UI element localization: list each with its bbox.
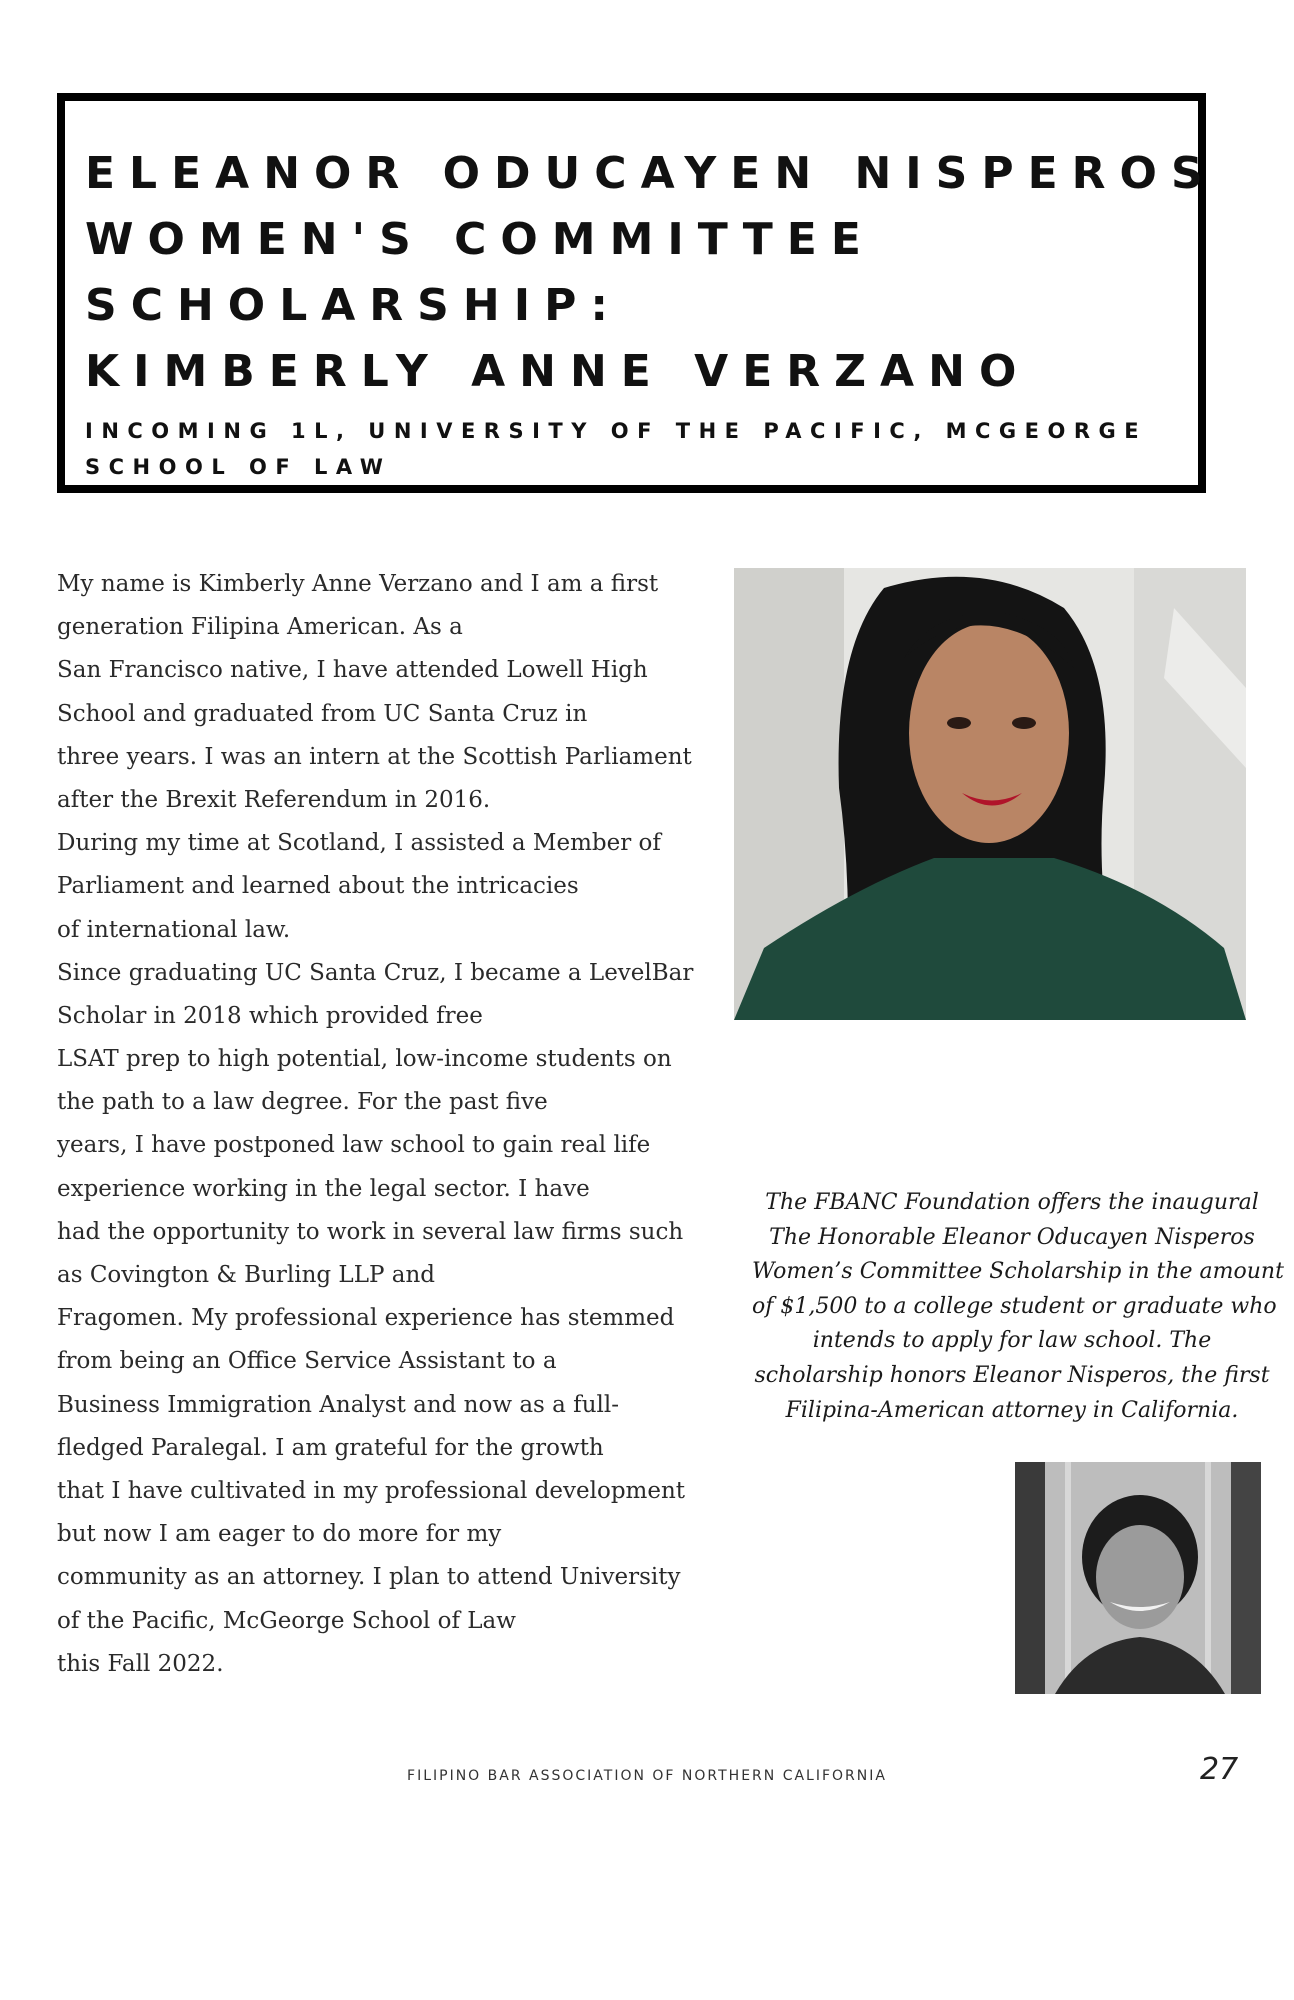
biography-line: Scholar in 2018 which provided free [57,1002,483,1029]
biography-line: generation Filipina American. As a [57,614,463,641]
biography-line: as Covington & Burling LLP and [57,1262,436,1288]
caption-line: of $1,500 to a college student or graduate who [752,1293,1277,1319]
biography-line: after the Brexit Referendum in 2016. [57,786,491,813]
biography-line: Business Immigration Analyst and now as a full- [57,1391,619,1418]
subtitle-line: SCHOOL OF LAW [85,455,392,479]
biography-line: Parliament and learned about the intricacies [57,873,579,900]
biography-line: three years. I was an intern at the Scottish Parliament [57,743,692,770]
page-number: 27 [1200,1752,1239,1787]
title-line: SCHOLARSHIP: [85,280,622,331]
biography-line: Since graduating UC Santa Cruz, I became a LevelBar [57,959,694,986]
biography-line: had the opportunity to work in several law firms such [57,1218,684,1245]
biography-line: that I have cultivated in my professional development [57,1477,686,1504]
biography-line: experience working in the legal sector. I have [57,1175,590,1202]
biography-line: San Francisco native, I have attended Lowell High [57,657,648,684]
title-line: KIMBERLY ANNE VERZANO [85,346,1031,397]
biography-line: years, I have postponed law school to gain real life [57,1132,651,1159]
photo-eleanor-nisperos [1015,1462,1261,1694]
footer-organization: FILIPINO BAR ASSOCIATION OF NORTHERN CALIFORNIA [407,1768,887,1784]
biography-line: Fragomen. My professional experience has stemmed [57,1305,675,1332]
biography-line: of international law. [57,916,291,943]
biography-line: My name is Kimberly Anne Verzano and I am a first [57,571,659,597]
biography-line: community as an attorney. I plan to attend University [57,1564,681,1591]
biography-line: During my time at Scotland, I assisted a Member of [57,830,661,857]
caption-line: Filipina-American attorney in California. [785,1397,1239,1423]
caption-line: scholarship honors Eleanor Nisperos, the first [754,1362,1270,1388]
biography-line: the path to a law degree. For the past five [57,1089,548,1116]
biography-line: of the Pacific, McGeorge School of Law [57,1607,516,1634]
biography-line: from being an Office Service Assistant to a [57,1348,557,1375]
caption-line: intends to apply for law school. The [812,1328,1212,1354]
title-line: ELEANOR ODUCAYEN NISPEROS [85,148,1217,199]
title-line: WOMEN'S COMMITTEE [85,214,875,265]
biography-text [57,563,717,1686]
title-box [57,93,1217,493]
caption-line: The Honorable Eleanor Oducayen Nisperos [769,1224,1255,1250]
portrait-illustration [734,568,1246,1020]
subtitle [85,413,1178,485]
caption-line: The FBANC Foundation offers the inaugural [765,1190,1259,1215]
subtitle-line: INCOMING 1L, UNIVERSITY OF THE PACIFIC, MCGEORGE [85,419,1148,443]
photo-kimberly-verzano [734,568,1246,1020]
biography-line: but now I am eager to do more for my [57,1521,502,1548]
portrait-illustration [1015,1462,1261,1694]
biography-line: this Fall 2022. [57,1650,224,1677]
caption-line: Women’s Committee Scholarship in the amount [752,1259,1284,1285]
biography-line: fledged Paralegal. I am grateful for the growth [57,1434,604,1461]
biography-line: School and graduated from UC Santa Cruz in [57,700,588,727]
biography-line: LSAT prep to high potential, low-income students on [57,1046,672,1073]
scholarship-caption [752,1186,1284,1428]
